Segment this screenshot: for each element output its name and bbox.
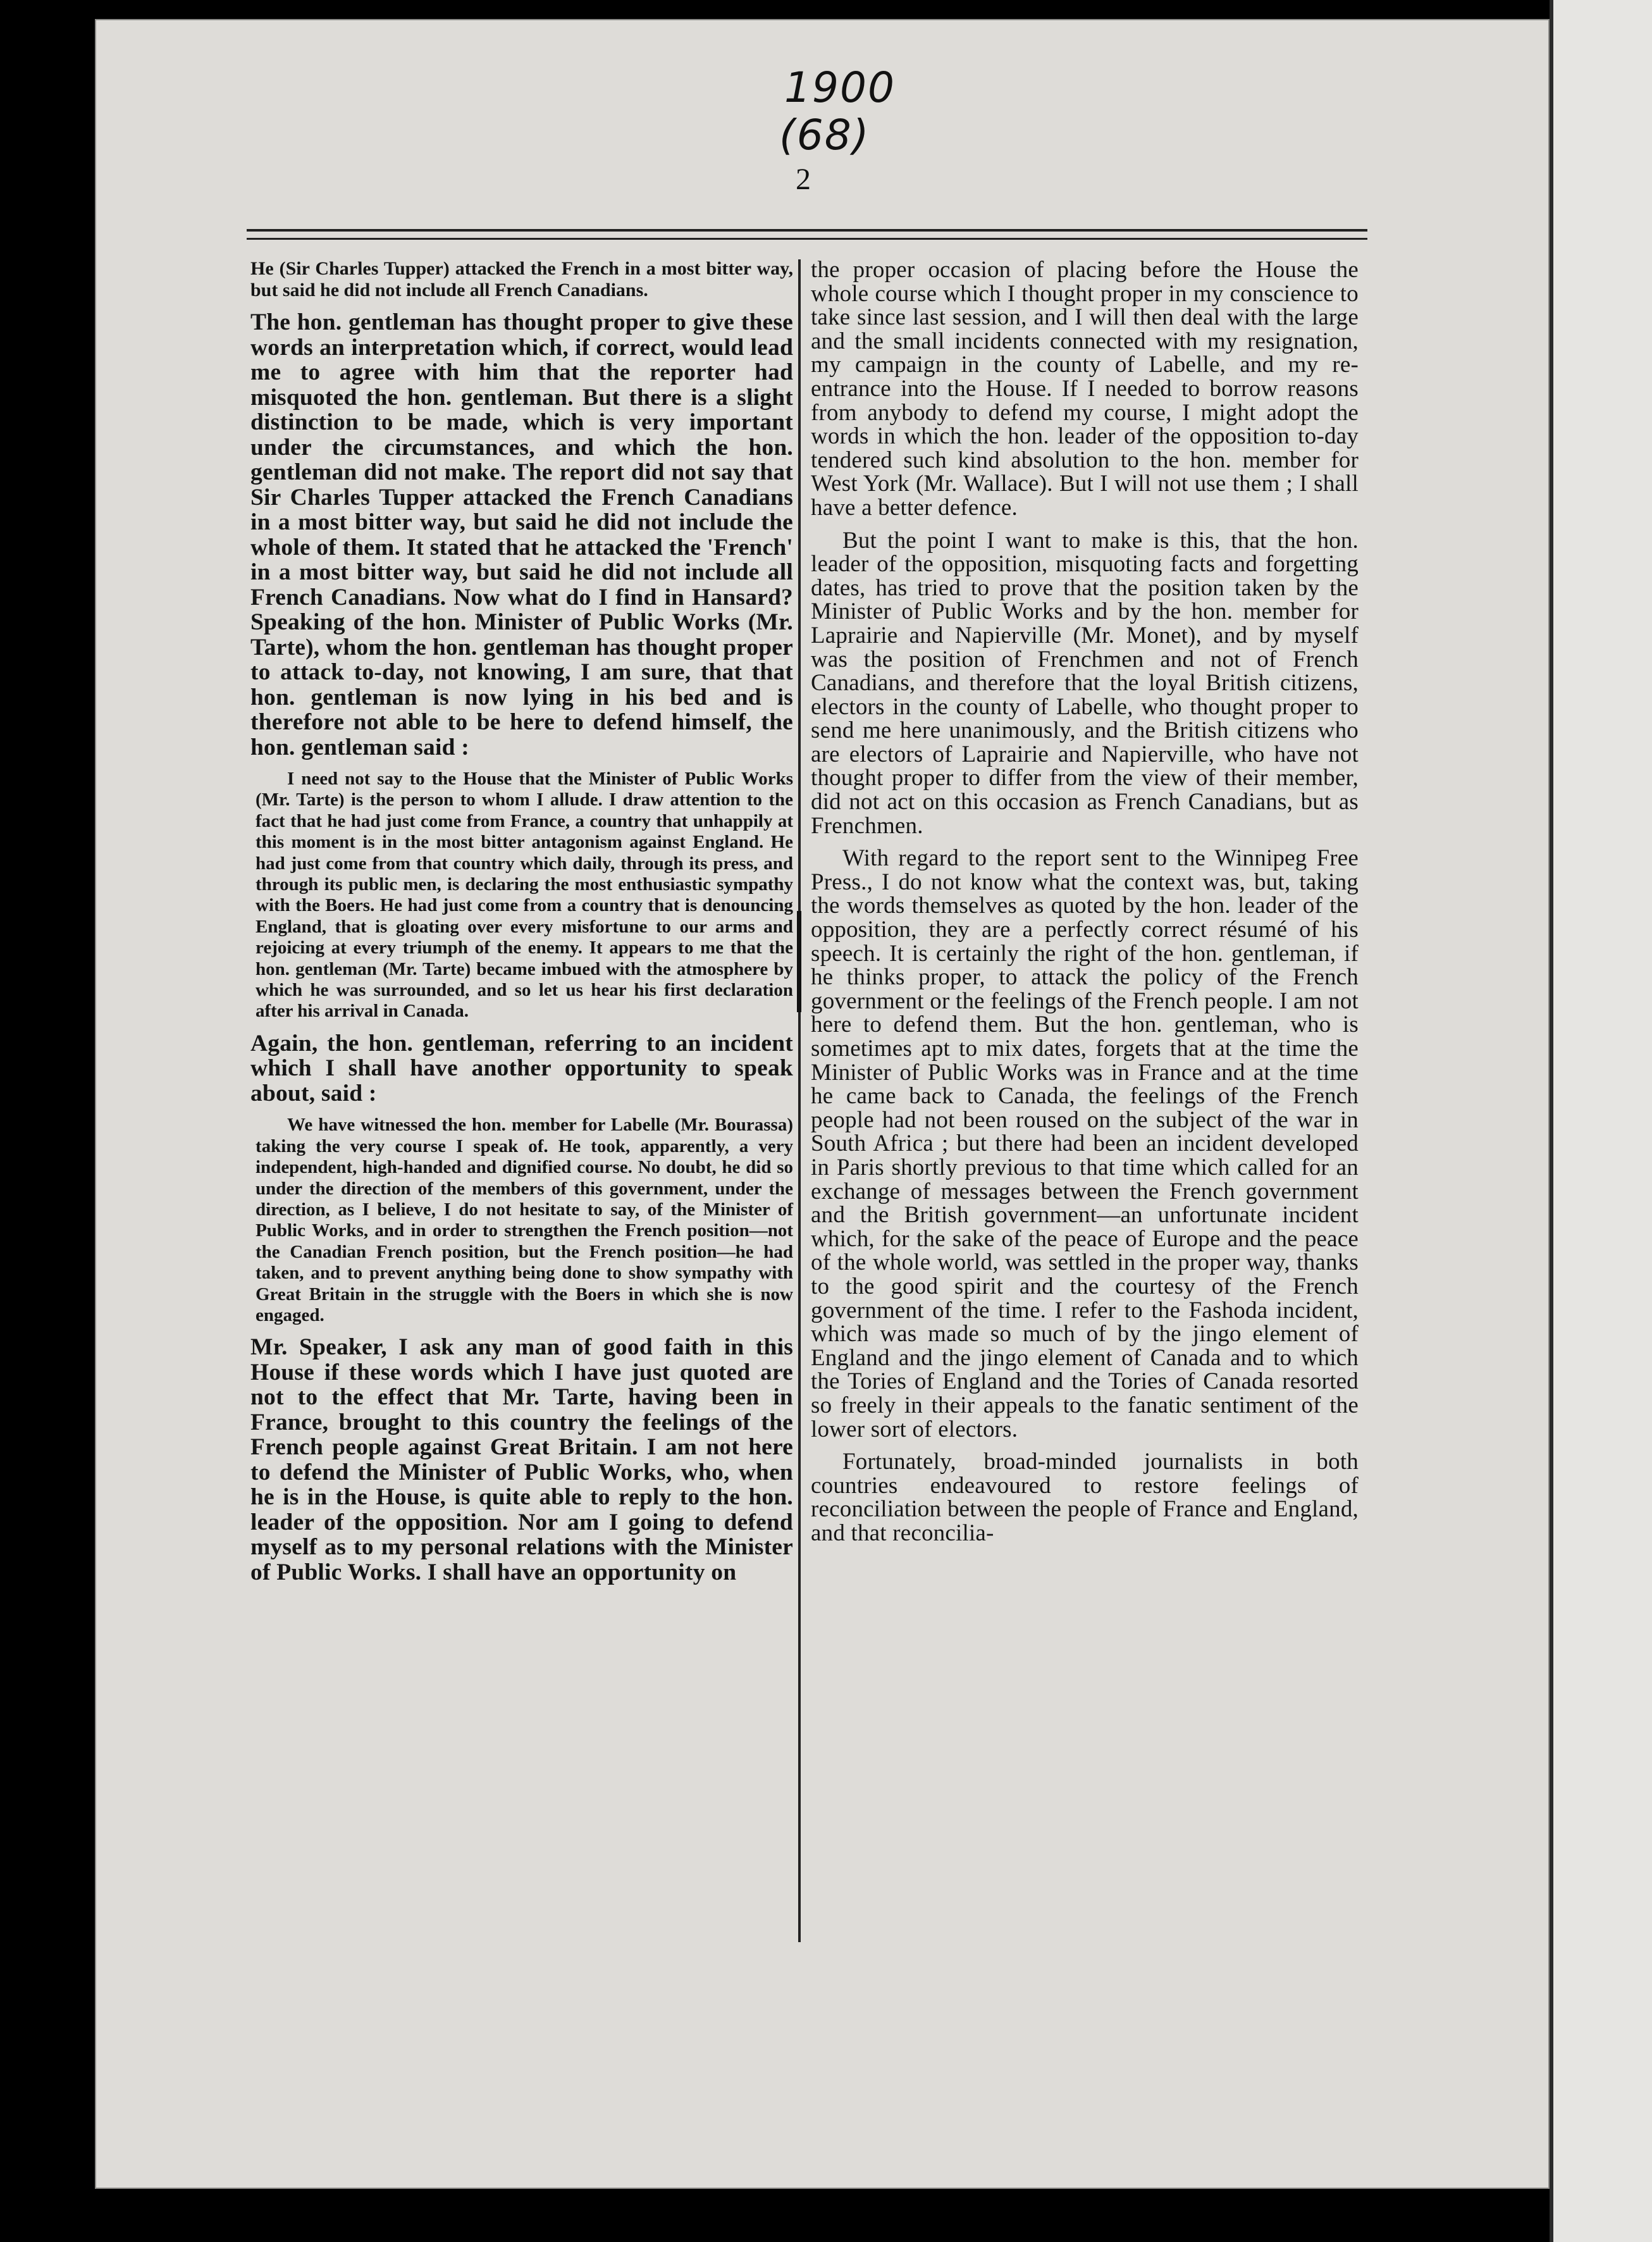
left-column	[250, 258, 793, 1594]
handwritten-year: 1900	[784, 63, 896, 112]
paragraph: Again, the hon. gentleman, referring to an incident which I shall have another opportunity to speak about, said :	[250, 1030, 793, 1106]
paragraph: The hon. gentleman has thought proper to give these words an interpretation which, if correct, would lead me to agree with him that the reporter had misquoted the hon. gentleman. But there is a slight distinction to be made, which is very important under the circumstances, and which the hon. gentleman did not make. The report did not say that Sir Charles Tupper attacked the French Canadians in a most bitter way, but said he did not include the whole of them. It stated that he attacked the 'French' in a most bitter way, but said he did not include all French Canadians. Now what do I find in Hansard? Speaking of the hon. Minister of Public Works (Mr. Tarte), whom the hon. gentleman has thought proper to attack to-day, not knowing, I am sure, that that hon. gentleman is now lying in his bed and is therefore not able to be here to defend himself, the hon. gentleman said :	[250, 309, 793, 760]
paragraph: Mr. Speaker, I ask any man of good faith in this House if these words which I have just quoted are not to the effect that Mr. Tarte, having been in France, brought to this country the feelings of the French people against Great Britain. I am not here to defend the Minister of Public Works, who, when he is in the House, is quite able to reply to the hon. leader of the opposition. Nor am I going to defend myself as to my personal relations with the Minister of Public Works. I shall have an opportunity on	[250, 1334, 793, 1585]
column-divider	[798, 259, 801, 1942]
header-rule-top	[247, 229, 1367, 232]
adjacent-page-strip	[1553, 0, 1652, 2242]
opening-quote: He (Sir Charles Tupper) attacked the French in a most bitter way, but said he did not include all French Canadians.	[250, 258, 793, 300]
column-divider-mark	[797, 911, 801, 1012]
hansard-quote: We have witnessed the hon. member for Labelle (Mr. Bourassa) taking the very course I speak of. He took, apparently, a very independent, high-handed and dignified course. No doubt, he did so under the direction of the members of this government, under the direction, as I believe, I do not hesitate to say, of the Minister of Public Works, and in order to strengthen the French position—not the Canadian French position, but the French position—he had taken, and to prevent anything being done to show sympathy with Great Britain in the struggle with the Boers in which she is now engaged.	[256, 1115, 793, 1326]
paragraph: But the point I want to make is this, that the hon. leader of the opposition, misquoting facts and forgetting dates, has tried to prove that the position taken by the Minister of Public Works and by the hon. member for Laprairie and Napierville (Mr. Monet), and by myself was the position of Frenchmen and not of French Canadians, and therefore that the loyal British citizens, electors in the county of Labelle, who thought proper to send me here unanimously, and the British citizens who are electors of Laprairie and Napierville, who have not thought proper to differ from the view of their member, did not act on this occasion as French Canadians, but as Frenchmen.	[811, 527, 1359, 839]
header-rule-bottom	[247, 238, 1367, 240]
hansard-quote: I need not say to the House that the Minister of Public Works (Mr. Tarte) is the person to whom I allude. I draw attention to the fact that he had just come from France, a country that unhappily at this moment is in the most bitter antagonism against England. He had just come from that country which daily, through its press, and through its public men, is declaring the most enthusiastic sympathy with the Boers. He had just come from a country that is denouncing England, that is gloating over every misfortune to our arms and rejoicing at every triumph of the enemy. It appears to me that the hon. gentleman (Mr. Tarte) became imbued with the atmosphere by which he was surrounded, and so let us hear his first declaration after his arrival in Canada.	[256, 769, 793, 1022]
page-number: 2	[796, 163, 811, 196]
handwritten-reference: (68)	[779, 111, 870, 159]
paragraph: Fortunately, broad-minded journalists in both countries endeavoured to restore feelings of reconciliation between the people of France and England, and that reconcilia-	[811, 1449, 1359, 1546]
paragraph: the proper occasion of placing before the House the whole course which I thought proper in my conscience to take since last session, and I will then deal with the large and the small incidents connected with my resignation, my campaign in the county of Labelle, and my re-entrance into the House. If I needed to borrow reasons from anybody to defend my course, I might adopt the words in which the hon. leader of the opposition to-day tendered such kind absolution to the hon. member for West York (Mr. Wallace). But I will not use them ; I shall have a better defence.	[811, 257, 1359, 521]
paragraph: With regard to the report sent to the Winnipeg Free Press., I do not know what the context was, but, taking the words themselves as quoted by the hon. leader of the opposition, they are a perfectly correct résumé of his speech. It is certainly the right of the hon. gentleman, if he thinks proper, to attack the policy of the French government or the feelings of the French people. I am not here to defend them. But the hon. gentleman, who is sometimes apt to mix dates, forgets that at the time the Minister of Public Works was in France and at the time he came back to Canada, the feelings of the French people had not been roused on the subject of the war in South Africa ; but there had been an incident developed in Paris shortly previous to that time which called for an exchange of messages between the French government and the British government—an unfortunate incident which, for the sake of the peace of Europe and the peace of the whole world, was settled in the proper way, thanks to the good spirit and the courtesy of the French government of the time. I refer to the Fashoda incident, which was made so much of by the jingo element of England and the jingo element of Canada and to which the Tories of England and the Tories of Canada resorted so freely in their appeals to the fanatic sentiment of the lower sort of electors.	[811, 845, 1359, 1442]
right-column	[811, 258, 1359, 1554]
